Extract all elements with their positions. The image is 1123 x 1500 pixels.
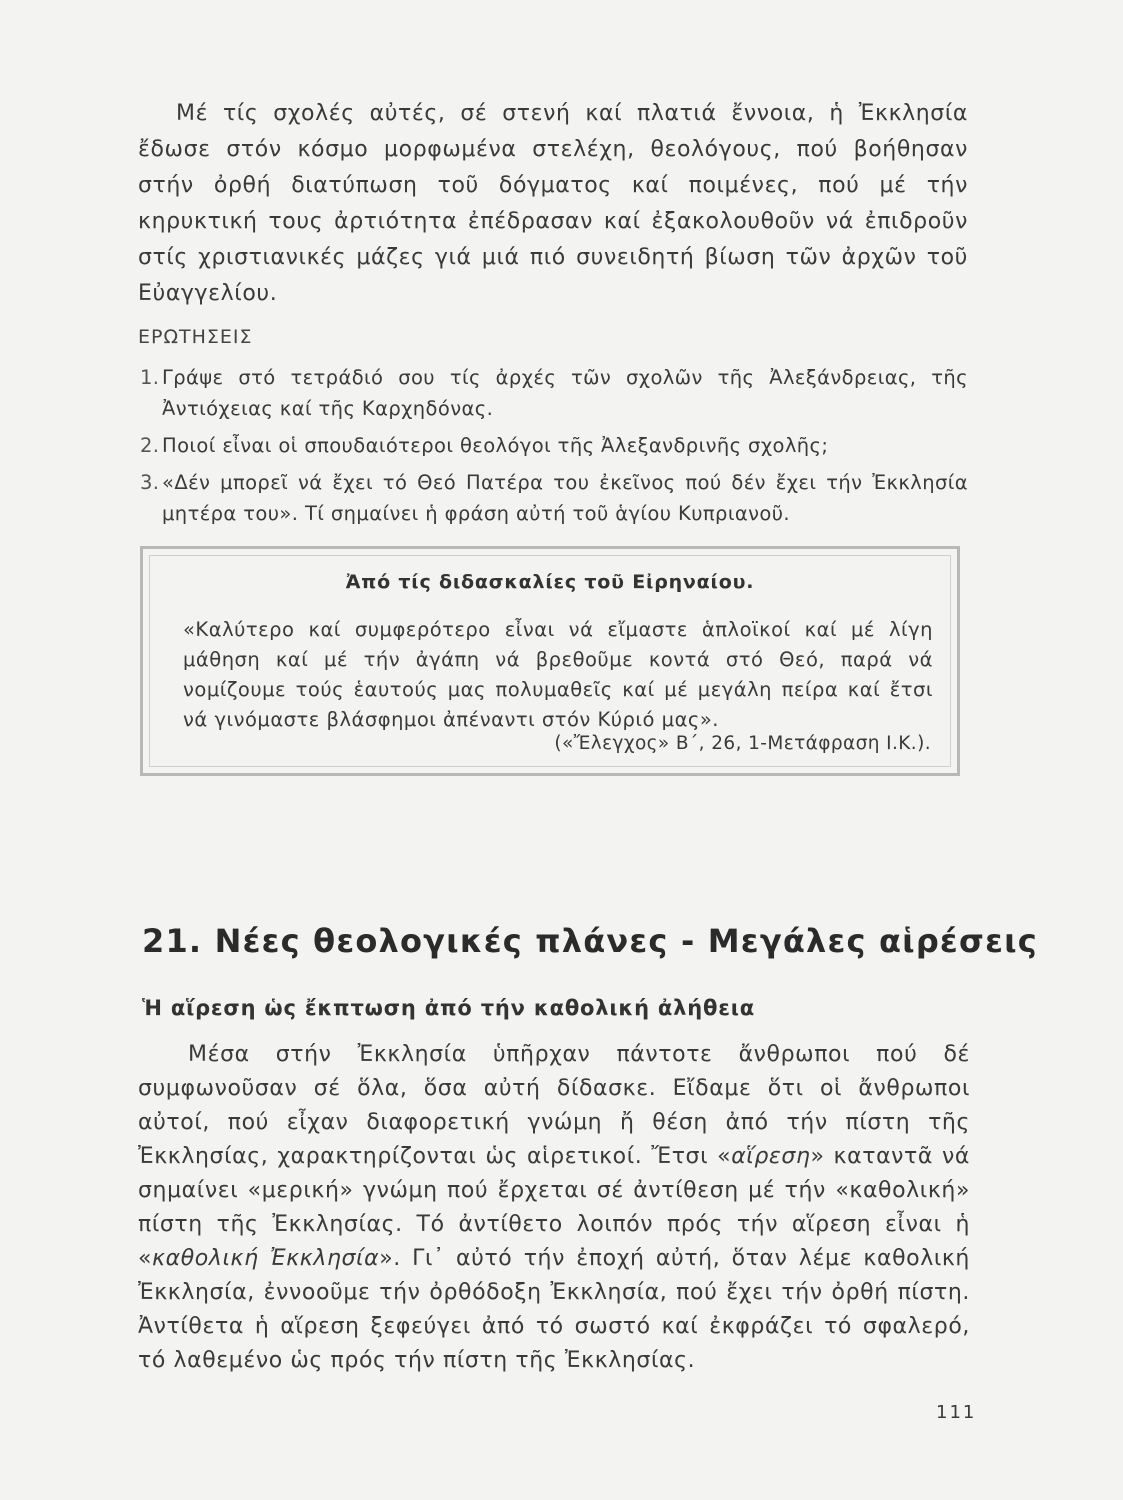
question-text: Ποιοί εἶναι οἱ σπουδαιότεροι θεολόγοι τῆς Ἀλεξανδρινῆς σχολῆς; xyxy=(162,434,829,457)
body-text-part: » καταντᾶ νά σημαίνει «μερική» γνώμη πού ἔρχεται σέ ἀντίθεση μέ τήν «καθολική» πίστη τῆς Ἐκκλησίας. Τό ἀντίθετο λοιπόν πρός τήν αἵρεση εἶναι ἡ « xyxy=(138,1144,970,1271)
page-number: 111 xyxy=(936,1402,977,1423)
section-subheading: Ἡ αἵρεση ὡς ἔκπτωση ἀπό τήν καθολική ἀλήθεια xyxy=(142,996,755,1020)
chapter-title: 21. Νέες θεολογικές πλάνες - Μεγάλες αἱρέσεις xyxy=(142,922,1038,960)
quote-source: («Ἔλεγχος» Β΄, 26, 1-Μετάφραση Ι.Κ.). xyxy=(554,733,931,754)
quote-text: «Καλύτερο καί συμφερότερο εἶναι νά εἴμαστε ἁπλοϊκοί καί μέ λίγη μάθηση καί μέ τήν ἀγάπη νά βρεθοῦμε κοντά στό Θεό, παρά νά νομίζουμε τούς ἑαυτούς μας πολυμαθεῖς καί μέ μεγάλη πείρα καί ἔτσι νά γινόμαστε βλάσφημοι ἀπέναντι στόν Κύριό μας». xyxy=(183,618,933,731)
quote-box xyxy=(140,546,960,776)
body-text-part: ». Γι᾿ αὐτό τήν ἐποχή αὐτή, ὅταν λέμε καθολική Ἐκκλησία, ἐννοοῦμε τήν ὀρθόδοξη Ἐκκλησία, πού ἔχει τήν ὀρθή πίστη. Ἀντίθετα ἡ αἵρεση ξεφεύγει ἀπό τό σωστό καί ἐκφράζει τό σφαλερό, τό λαθεμένο ὡς πρός τήν πίστη τῆς Ἐκκλησίας. xyxy=(138,1246,970,1373)
question-number: 2. xyxy=(140,434,160,457)
body-text-part: Μέσα στήν Ἐκκλησία ὑπῆρχαν πάντοτε ἄνθρωποι πού δέ συμφωνοῦσαν σέ ὅλα, ὅσα αὐτή δίδασκε. Εἴδαμε ὅτι οἱ ἄνθρωποι αὐτοί, πού εἶχαν διαφορετική γνώμη ἤ θέση ἀπό τήν πίστη τῆς Ἐκκλησίας, χαρακτηρίζονται ὡς αἱρετικοί. Ἔτσι « xyxy=(138,1042,970,1169)
question-item xyxy=(140,430,968,461)
question-item xyxy=(140,362,968,424)
intro-paragraph: Μέ τίς σχολές αὐτές, σέ στενή καί πλατιά ἔννοια, ἡ Ἐκκλησία ἔδωσε στόν κόσμο μορφωμένα στελέχη, θεολόγους, πού βοήθησαν στήν ὀρθή διατύπωση τοῦ δόγματος καί ποιμένες, πού μέ τήν κηρυκτική τους ἀρτιότητα ἐπέδρασαν καί ἐξακολουθοῦν νά ἐπιδροῦν στίς χριστιανικές μάζες γιά μιά πιό συνειδητή βίωση τῶν ἀρχῶν τοῦ Εὐαγγελίου. xyxy=(138,101,968,306)
questions-list xyxy=(140,362,968,535)
questions-heading: ΕΡΩΤΗΣΕΙΣ xyxy=(138,326,253,348)
question-text: Γράψε στό τετράδιό σου τίς ἀρχές τῶν σχολῶν τῆς Ἀλεξάνδρειας, τῆς Ἀντιόχειας καί τῆς Καρχηδόνας. xyxy=(162,366,968,420)
body-emphasis: καθολική Ἐκκλησία xyxy=(152,1246,380,1271)
body-emphasis: αἵρεση xyxy=(731,1144,811,1169)
question-number: 1. xyxy=(140,366,160,389)
quote-box-title: Ἀπό τίς διδασκαλίες τοῦ Εἰρηναίου. xyxy=(345,571,755,593)
question-item xyxy=(140,467,968,529)
body-paragraph xyxy=(138,1038,970,1378)
question-text: «Δέν μπορεῖ νά ἔχει τό Θεό Πατέρα του ἐκεῖνος πού δέν ἔχει τήν Ἐκκλησία μητέρα του». Τί σημαίνει ἡ φράση αὐτή τοῦ ἁγίου Κυπριανοῦ. xyxy=(162,471,968,525)
question-number: 3. xyxy=(140,471,160,494)
